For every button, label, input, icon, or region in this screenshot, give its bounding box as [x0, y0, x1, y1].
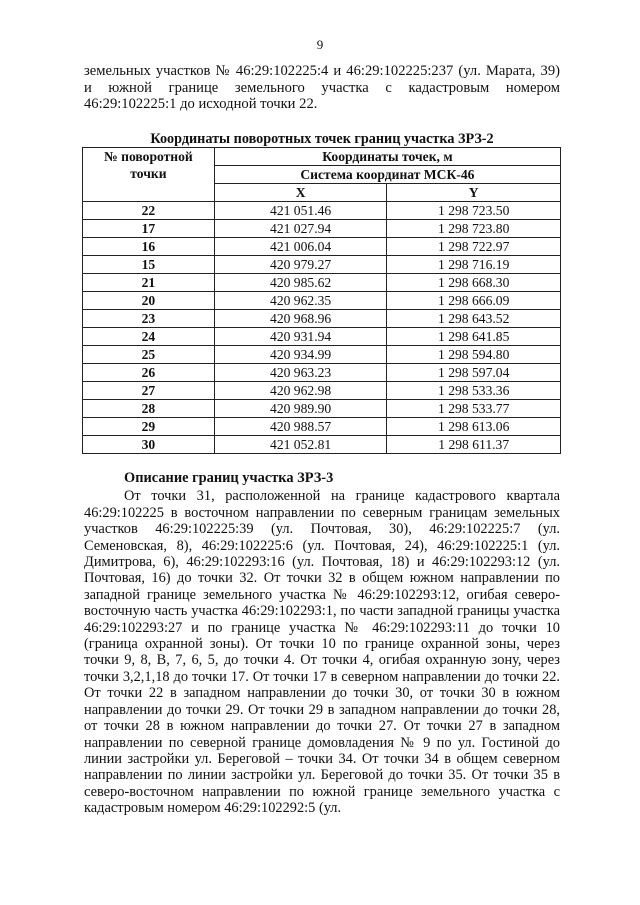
- x-cell: 420 968.96: [214, 310, 387, 328]
- section-title: Описание границ участка ЗРЗ-3: [124, 470, 334, 486]
- point-cell: 17: [83, 220, 215, 238]
- y-cell: 1 298 594.80: [387, 346, 561, 364]
- section-body: От точки 31, расположенной на границе кадастрового квартала 46:29:102225 в восточном направлении по северным границам земельных участков 46:29:102225:39 (ул. Почтовая, 30), 46:29:102225:7 (ул. Семеновская, 8), 46:29:102225:6 (ул. Почтовая, 24), 46:29:102225:1 (ул. Димитрова, 6), 46:29:102293:16 (ул. Почтовая, 18) и 46:29:102293:12 (ул. Почтовая, 16) до точки 32. От точки 32 в общем южном направлении по западной границе земельного участка № 46:29:102293:12, огибая северо-восточную часть участка 46:29:102293:1, по части западной границы участка 46:29:102293:27 и по границе участка № 46:29:102293:11 до точки 10 (граница охранной зоны). От точки 10 по границе охранной зоны, через точки 9, 8, В, 7, 6, 5, до точки 4. От точки 4, огибая охранную зону, через точки 3,2,1,18 до точки 17. От точки 17 в северном направлении до точки 22. От точки 22 в западном направлении до точки 30, от точки 30 в южном направлении до точки 29. От точки 29 в западном направлении до точки 28, от точки 28 в южном направлении до точки 27. От точки 27 в западном направлении по северной границе домовладения № 9 по ул. Гостиной до линии застройки ул. Береговой – точки 34. От точки 34 в общем северном направлении по линии застройки ул. Береговой до точки 35. От точки 35 в северо-восточном направлении по южной границе земельного участка с кадастровым номером 46:29:102292:5 (ул.: [84, 488, 560, 817]
- table-row: [83, 364, 561, 382]
- table-row: [83, 292, 561, 310]
- table-row: [83, 418, 561, 436]
- point-cell: 24: [83, 328, 215, 346]
- table-row: [83, 220, 561, 238]
- intro-line: и южной границе земельного участка с кадастровым номером: [84, 79, 560, 96]
- y-cell: 1 298 643.52: [387, 310, 561, 328]
- x-cell: 420 934.99: [214, 346, 387, 364]
- y-cell: 1 298 597.04: [387, 364, 561, 382]
- coordinates-table: [82, 147, 561, 454]
- y-column-header: Y: [387, 184, 561, 202]
- point-cell: 16: [83, 238, 215, 256]
- point-cell: 25: [83, 346, 215, 364]
- point-cell: 26: [83, 364, 215, 382]
- x-cell: 420 962.98: [214, 382, 387, 400]
- table-row: [83, 346, 561, 364]
- table-row: [83, 256, 561, 274]
- table-row: [83, 202, 561, 220]
- x-cell: 421 051.46: [214, 202, 387, 220]
- point-cell: 30: [83, 436, 215, 454]
- point-cell: 20: [83, 292, 215, 310]
- page-number: 9: [316, 37, 324, 52]
- point-cell: 21: [83, 274, 215, 292]
- x-column-header: X: [214, 184, 387, 202]
- y-cell: 1 298 533.36: [387, 382, 561, 400]
- x-cell: 420 989.90: [214, 400, 387, 418]
- intro-line: земельных участков № 46:29:102225:4 и 46:29:102225:237 (ул. Марата, 39): [84, 63, 560, 79]
- y-cell: 1 298 722.97: [387, 238, 561, 256]
- point-cell: 28: [83, 400, 215, 418]
- table-title: Координаты поворотных точек границ участка ЗРЗ-2: [150, 131, 494, 147]
- coords-header-title: Координаты точек, м: [214, 148, 560, 166]
- x-cell: 420 985.62: [214, 274, 387, 292]
- y-cell: 1 298 641.85: [387, 328, 561, 346]
- point-cell: 15: [83, 256, 215, 274]
- coords-system-header: Система координат МСК-46: [214, 166, 560, 184]
- x-cell: 420 979.27: [214, 256, 387, 274]
- point-cell: 29: [83, 418, 215, 436]
- point-number-header: [83, 148, 215, 202]
- point-cell: 22: [83, 202, 215, 220]
- y-cell: 1 298 611.37: [387, 436, 561, 454]
- table-row: [83, 238, 561, 256]
- table-row: [83, 310, 561, 328]
- point-number-header-line: № поворотной: [104, 149, 193, 164]
- y-cell: 1 298 666.09: [387, 292, 561, 310]
- table-row: [83, 328, 561, 346]
- table-row: [83, 274, 561, 292]
- y-cell: 1 298 716.19: [387, 256, 561, 274]
- point-cell: 27: [83, 382, 215, 400]
- x-cell: 421 052.81: [214, 436, 387, 454]
- y-cell: 1 298 533.77: [387, 400, 561, 418]
- x-cell: 420 988.57: [214, 418, 387, 436]
- x-cell: 421 006.04: [214, 238, 387, 256]
- y-cell: 1 298 613.06: [387, 418, 561, 436]
- zrz3-section: [84, 470, 560, 817]
- x-cell: 421 027.94: [214, 220, 387, 238]
- x-cell: 420 962.35: [214, 292, 387, 310]
- y-cell: 1 298 723.50: [387, 202, 561, 220]
- intro-line: 46:29:102225:1 до исходной точки 22.: [84, 96, 318, 112]
- point-number-header-line: точки: [130, 166, 167, 181]
- point-cell: 23: [83, 310, 215, 328]
- y-cell: 1 298 668.30: [387, 274, 561, 292]
- intro-paragraph: [84, 63, 560, 113]
- table-row: [83, 382, 561, 400]
- y-cell: 1 298 723.80: [387, 220, 561, 238]
- table-row: [83, 436, 561, 454]
- x-cell: 420 931.94: [214, 328, 387, 346]
- table-row: [83, 400, 561, 418]
- x-cell: 420 963.23: [214, 364, 387, 382]
